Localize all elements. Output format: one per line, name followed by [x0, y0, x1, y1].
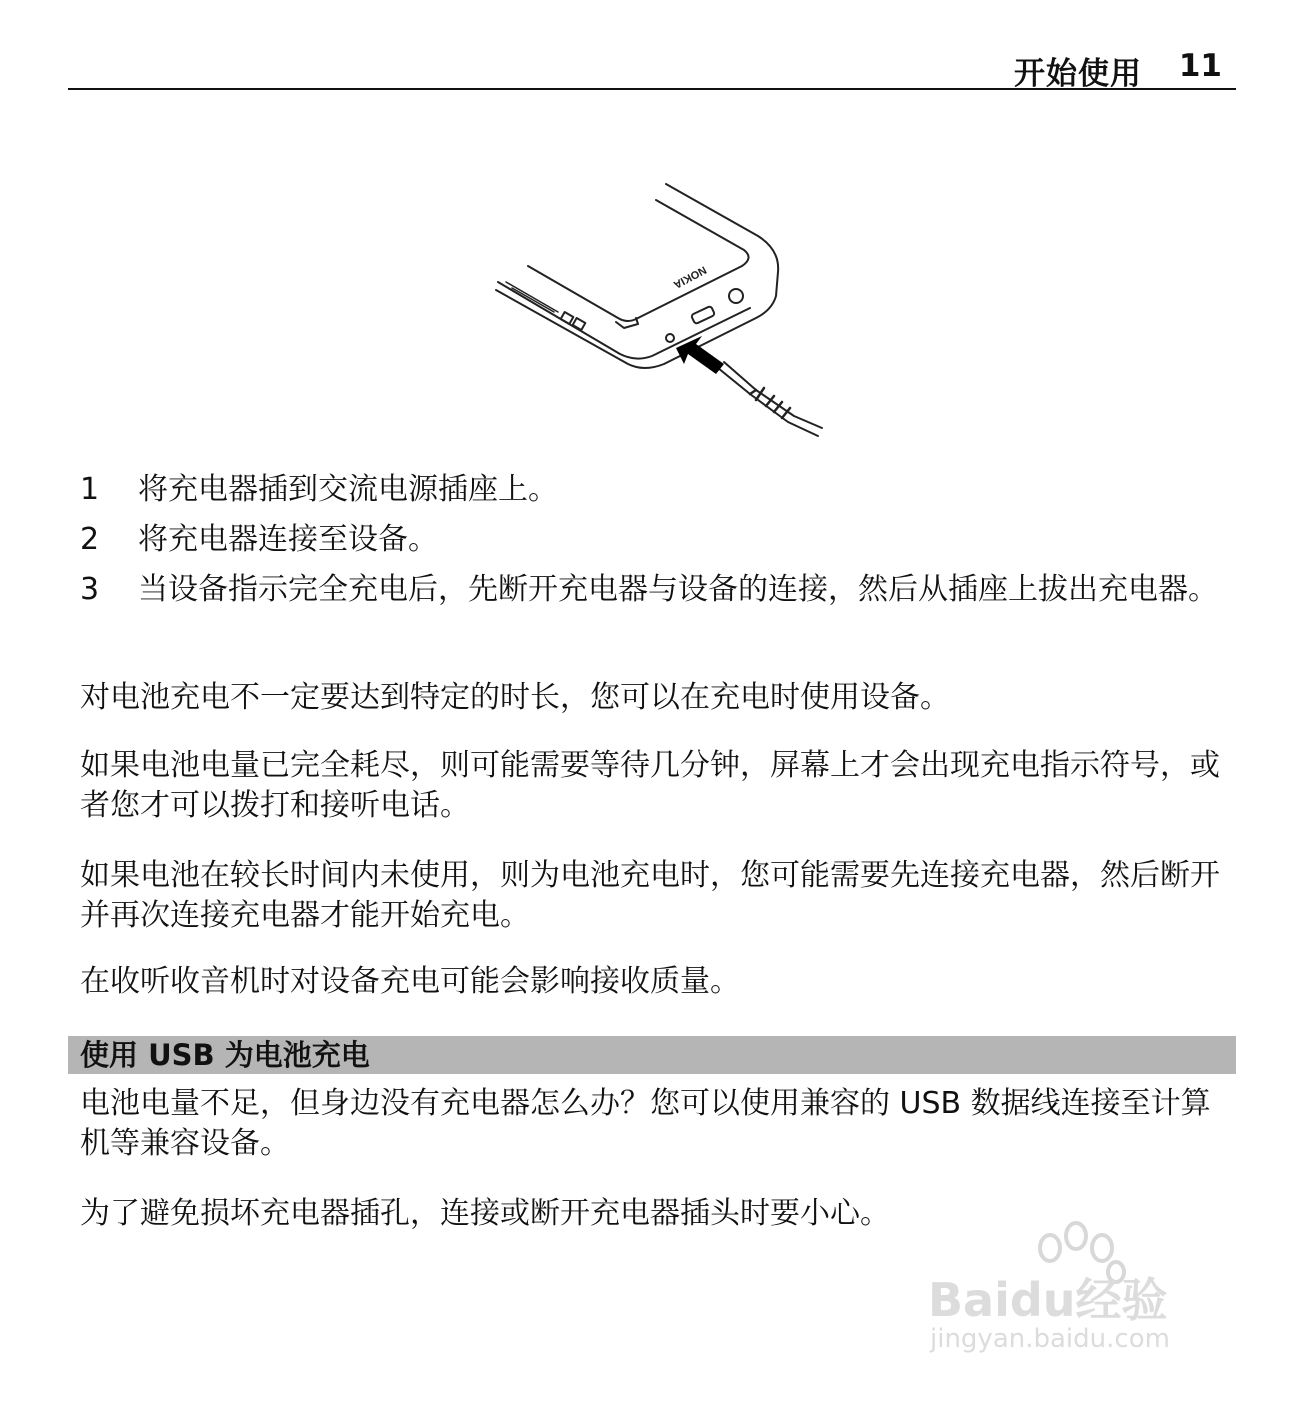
- charger-illustration: [488, 178, 834, 442]
- step-item: [78, 520, 1238, 560]
- body-paragraph: 如果电池在较长时间内未使用，则为电池充电时，您可能需要先连接充电器，然后断开并再次连接充电器才能开始充电。: [80, 858, 1220, 933]
- section-paragraph: 电池电量不足，但身边没有充电器怎么办？您可以使用兼容的 USB 数据线连接至计算机等兼容设备。: [80, 1086, 1211, 1161]
- brand-logo-text: NOKIA: [671, 263, 709, 291]
- body-paragraph: 如果电池电量已完全耗尽，则可能需要等待几分钟，屏幕上才会出现充电指示符号，或者您才可以拨打和接听电话。: [80, 748, 1220, 823]
- step-list: [78, 470, 1238, 620]
- step-text: 将充电器插到交流电源插座上。: [138, 472, 558, 507]
- body-paragraph: 对电池充电不一定要达到特定的时长，您可以在充电时使用设备。: [80, 680, 950, 715]
- watermark-logo: Baidu经验: [928, 1273, 1168, 1327]
- section-paragraph: 为了避免损坏充电器插孔，连接或断开充电器插头时要小心。: [80, 1196, 890, 1231]
- page-header: [68, 44, 1236, 90]
- step-text: 将充电器连接至设备。: [138, 522, 438, 557]
- section-heading-bar: [68, 1036, 1236, 1074]
- step-number: 1: [80, 472, 100, 507]
- step-item: [78, 570, 1238, 610]
- header-title: 开始使用: [1014, 56, 1142, 92]
- body-paragraph: 在收听收音机时对设备充电可能会影响接收质量。: [80, 964, 740, 999]
- page-number: 11: [1178, 48, 1222, 84]
- baidu-watermark: [924, 1220, 1224, 1370]
- step-item: [78, 470, 1238, 510]
- step-text: 当设备指示完全充电后，先断开充电器与设备的连接，然后从插座上拔出充电器。: [138, 572, 1218, 607]
- watermark-url: jingyan.baidu.com: [930, 1324, 1170, 1354]
- step-number: 3: [80, 572, 100, 607]
- step-number: 2: [80, 522, 100, 557]
- section-title: 使用 USB 为电池充电: [80, 1038, 370, 1072]
